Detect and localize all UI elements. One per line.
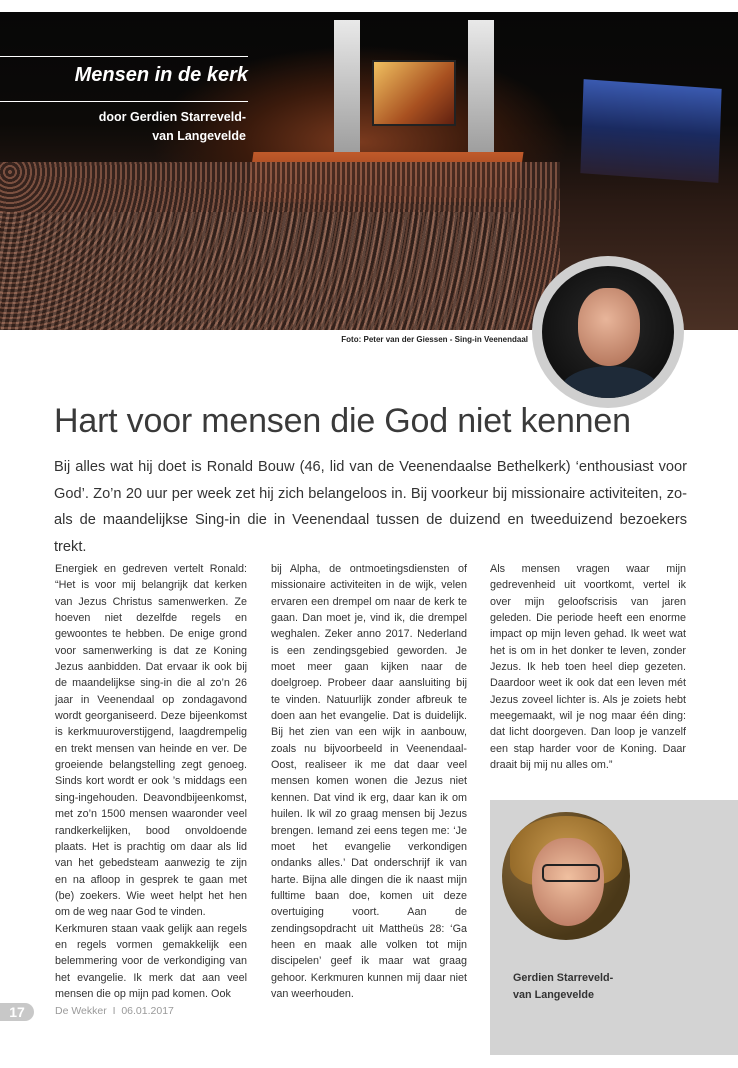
article-lead: Bij alles wat hij doet is Ronald Bouw (46, lid van de Veenendaalse Bethelkerk) ‘enthousiast voor God’. Zo’n 20 uur per week zet hij zich belangeloos in. Bij voorkeur bij missionaire activiteiten, zo-als de maandelijkse Sing-in die in Veenendaal tussen de duizend en tweeduizend bezoekers trekt. [54, 459, 687, 555]
subject-portrait [532, 256, 684, 408]
column-2-paragraph: bij Alpha, de ontmoetingsdiensten of missionaire activiteiten in de wijk, velen ervaren een drempel om naar de kerk te gaan. Dan moet je, vind ik, die drempel weghalen. Zeker anno 2017. Nederland is een zendingsgebied geworden. Je moet meer gaan kijken naar de doelgroep. Probeer daar aansluiting bij te vinden. Natuurlijk zonder afbreuk te doen aan het evangelie. Dat is duidelijk. Bij het zien van een wijk in aanbouw, zoals nu bijvoorbeeld in Veenendaal-Oost, realiseer ik me dat daar veel mensen komen wonen die Jezus niet kennen. Dat vind ik erg, daar kan ik om huilen. Ik wil zo graag mensen bij Jezus brengen. Iemand zei eens tegen me: ‘Je moet het evangelie verkondigen ondanks alles.’ Dat onderschrijf ik van harte. Bijna alle dingen die ik naast mijn fulltime baan doe, komen uit deze overtuiging voort. Aan de zendingsopdracht uit Mattheüs 28: ‘Ga heen en maak alle volken tot mijn discipelen’ geef ik maar wat graag gehoor. Kerkmuren kunnen mij daar niet van weerhouden. [271, 563, 467, 1000]
byline [0, 108, 246, 146]
portrait-photo [542, 266, 674, 398]
column-1-paragraph-2: Kerkmuren staan vaak gelijk aan regels en regels vormen gemakkelijk een belemmering voor de verkondiging van het evangelie. Ik merk dat aan veel mensen die op mijn pad komen. Ook [55, 922, 247, 1000]
page-number: 17 [0, 1003, 34, 1021]
stage-screen [372, 60, 456, 126]
author-photo [502, 812, 630, 940]
byline-text: door Gerdien Starreveld- van Langevelde [98, 110, 246, 143]
author-face [532, 838, 604, 926]
text-column-1 [55, 561, 247, 1002]
side-screen [580, 79, 721, 183]
text-column-3 [490, 561, 686, 773]
audience-shade [0, 212, 520, 330]
section-tag-bar [0, 56, 248, 102]
portrait-face [578, 288, 640, 366]
stage-pillar [334, 20, 360, 160]
column-1-paragraph-1: Energiek en gedreven vertelt Ronald: “Het is voor mij belangrijk dat kerken van Jezus Christus samenwerken. Ze hoeven niet dezelfde regels en gewoontes te hebben. De enige grond voor samenwerking is dat ze Koning Jezus aanbidden. Dat ervaar ik ook bij de maandelijkse sing-in die al zo’n 26 jaar in Veenendaal op zondagavond wordt georganiseerd. Deze bijeenkomst is kerkmuuroverstijgend, laagdrempelig en trekt mensen van heinde en ver. De groeiende belangstelling zegt genoeg. Sinds kort wordt er ook ’s middags een sing-ingehouden. Deavondbijeenkomst, met zo’n 1500 mensen waaronder veel randkerkelijken, bood onvoldoende plaats. Het is prachtig om daar als lid van het gebedsteam aanwezig te zijn en na afloop in gesprek te gaan met (be) zoekers. Wie weet helpt het hen om de weg naar God te vinden. [55, 563, 247, 919]
photo-credit: Foto: Peter van der Giessen - Sing-in Veenendaal [341, 335, 528, 344]
author-name: Gerdien Starreveld- van Langevelde [513, 972, 614, 1001]
stage-pillar [468, 20, 494, 160]
portrait-shirt [560, 366, 660, 398]
author-glasses [542, 864, 600, 882]
text-column-2 [271, 561, 467, 1002]
article-title: Hart voor mensen die God niet kennen [54, 402, 631, 440]
column-3-paragraph: Als mensen vragen waar mijn gedrevenheid uit voortkomt, vertel ik over mijn geloofscrisis van jaren geleden. Die periode heeft een enorme impact op mijn leven gehad. Ik weet wat het is om in het donker te leven, zonder Jezus. Ik heb toen heel diep gezeten. Daardoor weet ik ook dat een leven mét Jezus zoveel lichter is. Als je zoiets hebt meegemaakt, wil je nog maar één ding: dat licht doorgeven. Dan loop je vanzelf een stap harder voor de Koning. Daar draait bij mij nu alles om.” [490, 563, 686, 772]
publication-footer: De Wekker I 06.01.2017 [55, 1005, 174, 1017]
section-tag: Mensen in de kerk [74, 64, 248, 86]
